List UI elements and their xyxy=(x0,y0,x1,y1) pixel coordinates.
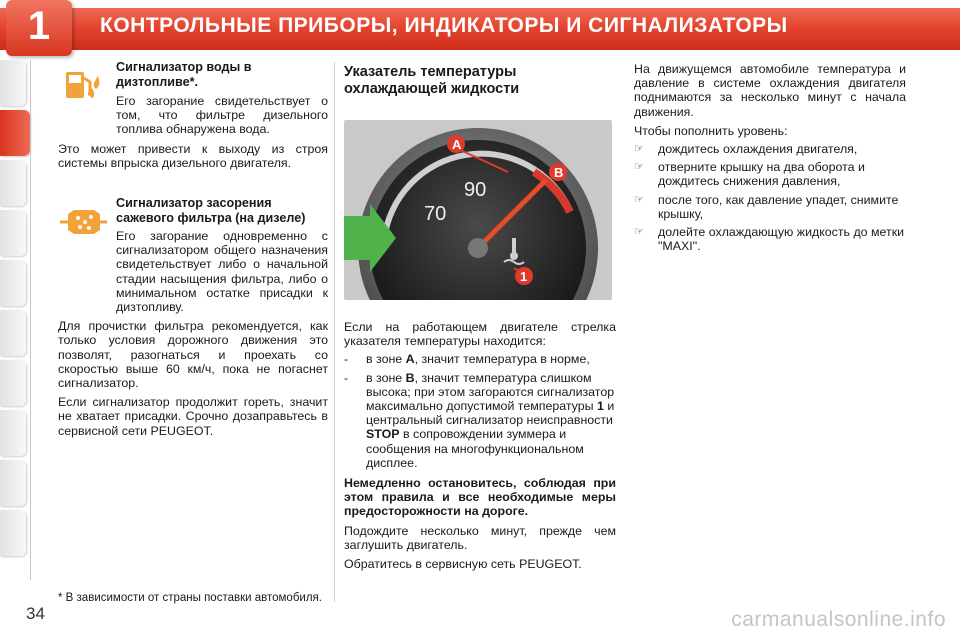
zone-b-item: - в зоне B, значит температура слишком высока; при этом загораются сигнализатор максимально допустимой температуры 1 и центральный сигнализатор неисправности STOP в сопровождении зуммера и сообщения на многофункциональном дисплее. xyxy=(344,370,615,470)
hand-pointer-icon: ☞ xyxy=(634,161,644,174)
side-tab xyxy=(0,310,26,356)
particle-filter-additive: Если сигнализатор продолжит гореть, значит не хватает присадки. Срочно дозаправьтесь в сервисной сети PEUGEOT. xyxy=(58,395,328,438)
column-divider xyxy=(334,62,335,602)
divider xyxy=(30,60,31,580)
side-tab xyxy=(0,160,26,206)
svg-text:1: 1 xyxy=(520,269,528,284)
side-tab xyxy=(0,460,26,506)
list-item: ☞ после того, как давление упадет, снимите крышку, xyxy=(634,192,899,221)
water-in-fuel-section xyxy=(58,60,328,170)
side-tab xyxy=(0,210,26,256)
water-in-fuel-consequence: Это может привести к выходу из строя системы впрыска дизельного двигателя. xyxy=(58,141,328,170)
refill-heading: Чтобы пополнить уровень: xyxy=(634,123,788,138)
side-tab xyxy=(0,60,26,106)
water-in-fuel-text: Его загорание свидетельствует о том, что фильтре дизельного топлива обнаружена вода. xyxy=(116,94,328,137)
particle-filter-section xyxy=(58,196,328,438)
left-column xyxy=(58,60,328,438)
hand-pointer-icon: ☞ xyxy=(634,226,644,239)
page-title: КОНТРОЛЬНЫЕ ПРИБОРЫ, ИНДИКАТОРЫ И СИГНАЛИЗАТОРЫ xyxy=(100,14,788,37)
particle-filter-text: Его загорание одновременно с сигнализатором общего назначения свидетельствует либо о начальной стадии насыщения фильтра, либо о минимальном остатке присадки к дизтопливу. xyxy=(116,229,328,315)
particle-filter-advice: Для прочистки фильтра рекомендуется, как только условия дорожного движения это позволят, разогнаться и проехать со скоростью выше 60 км/ч, пока не погаснет сигнализатор. xyxy=(58,319,328,391)
side-tab-active xyxy=(0,110,30,156)
zone-a-item: - в зоне A, значит температура в норме, xyxy=(344,352,590,367)
side-tab xyxy=(0,410,26,456)
footnote: * В зависимости от страны поставки автомобиля. xyxy=(58,592,322,604)
water-in-fuel-title: Сигнализатор воды в дизтопливе*. xyxy=(116,60,252,89)
hand-pointer-icon: ☞ xyxy=(634,143,644,156)
side-tab xyxy=(0,260,26,306)
chapter-side-tabs xyxy=(0,60,30,580)
side-tab xyxy=(0,360,26,406)
side-tab xyxy=(0,510,26,556)
stop-warning: Немедленно остановитесь, соблюдая при этом правила и все необходимые меры предосторожности на дороге. xyxy=(344,476,616,519)
callout-b xyxy=(549,163,567,181)
water-in-fuel-warning-icon xyxy=(58,64,108,104)
gauge-intro-text: Если на работающем двигателе стрелка указателя температуры находится: xyxy=(344,320,616,349)
gauge-tick-label: 70 xyxy=(424,203,447,225)
particle-filter-title: Сигнализатор засорения сажевого фильтра (на дизеле) xyxy=(116,196,306,225)
list-item: ☞ дождитесь охлаждения двигателя, xyxy=(634,142,858,157)
diesel-particle-filter-icon xyxy=(58,202,108,242)
coolant-temperature-gauge-illustration xyxy=(344,120,612,300)
chapter-number: 1 xyxy=(27,4,51,48)
watermark: carmanualsonline.info xyxy=(731,608,946,631)
section-heading: Указатель температуры охлаждающей жидкости xyxy=(344,64,520,97)
list-item: ☞ долейте охлаждающую жидкость до метки "MAXI". xyxy=(634,225,905,254)
page-header xyxy=(0,0,960,56)
wait-text: Подождите несколько минут, прежде чем заглушить двигатель. xyxy=(344,523,616,552)
service-text: Обратитесь в сервисную сеть PEUGEOT. xyxy=(344,557,582,572)
middle-column xyxy=(344,60,616,571)
svg-text:A: A xyxy=(452,137,462,152)
gauge-tick-label: 90 xyxy=(464,179,487,201)
right-column xyxy=(634,62,906,253)
list-item: ☞ отверните крышку на два оборота и дождитесь снижения давления, xyxy=(634,160,865,189)
right-intro: На движущемся автомобиле температура и давление в системе охлаждения двигателя поднимаются за несколько минут с начала движения. xyxy=(634,62,906,119)
hand-pointer-icon: ☞ xyxy=(634,193,644,206)
svg-text:B: B xyxy=(554,165,564,180)
page-number: 34 xyxy=(26,604,45,623)
chapter-tab xyxy=(6,0,72,56)
